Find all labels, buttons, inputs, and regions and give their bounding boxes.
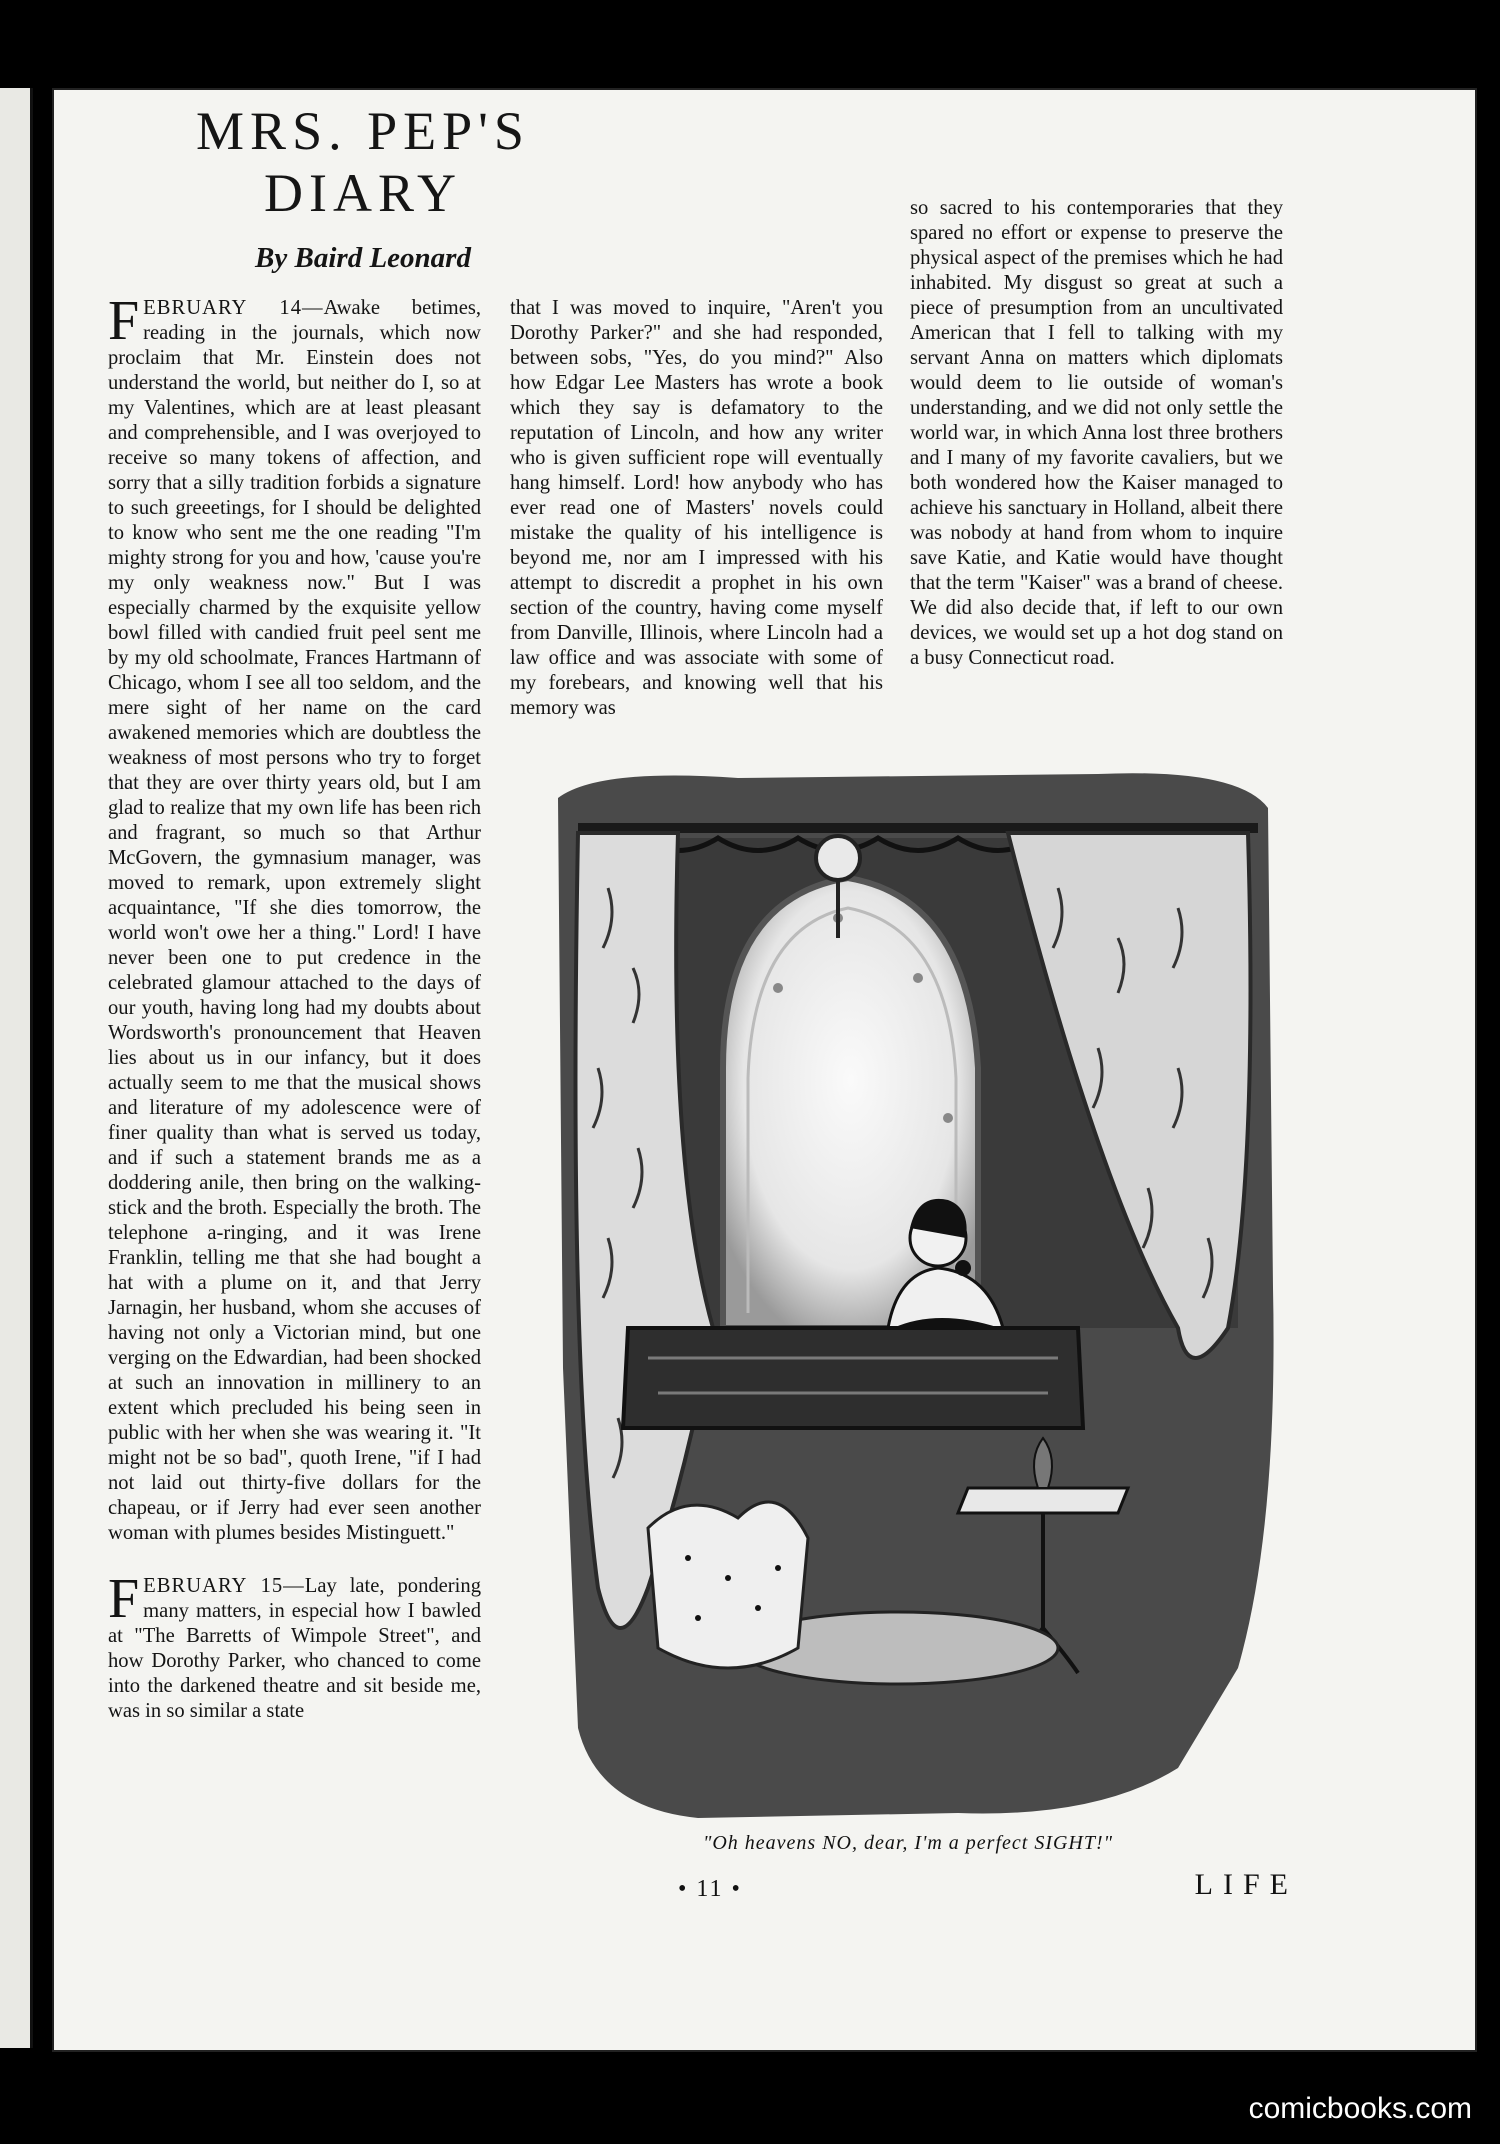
magazine-name: LIFE xyxy=(1194,1868,1298,1901)
text-column-1 xyxy=(108,290,481,1724)
entry-date: EBRUARY 15— xyxy=(143,1575,305,1597)
text-column-2 xyxy=(510,296,883,721)
drop-cap: F xyxy=(108,1568,140,1630)
text-column-3 xyxy=(910,196,1283,671)
ornament xyxy=(816,836,860,880)
adjacent-page-edge xyxy=(0,88,33,2048)
illustration xyxy=(538,768,1278,1828)
illustration-caption: "Oh heavens NO, dear, I'm a perfect SIGHT!" xyxy=(702,1832,1114,1854)
telephone xyxy=(955,1260,971,1276)
column-text: that I was moved to inquire, "Aren't you Dorothy Parker?" and she had responded, between sobs, "Yes, do you mind?" Also how Edgar Lee Masters has wrote a book which they say is defamatory to the reputation of Lincoln, and how any writer who is given sufficient rope will eventually hang himself. Lord! how anybody who has ever read one of Masters' novels could mistake the quality of his intelligence is beyond me, nor am I impressed with his attempt to discredit a prophet in his own section of the country, having come myself from Danville, Illinois, where Lincoln had a law office and was associate with some of my forebears, and knowing well that his memory was xyxy=(510,297,883,719)
entry-february-14 xyxy=(108,290,481,1546)
drop-cap: F xyxy=(108,290,140,352)
column-text: so sacred to his contemporaries that they spared no effort or expense to preserve the physical aspect of the premises which he had inhabited. My disgust so great at such a piece of presumption from an uncultivated American that I fell to talking with my servant Anna on matters which diplomats would deem to lie outside of woman's understanding, and we did not only settle the world war, in which Anna lost three brothers and I many of my favorite cavaliers, but we both wondered how the Kaiser managed to achieve his sanctuary in Holland, albeit there was nobody at hand from whom to inquire save Katie, and Katie would have thought that the term "Kaiser" was a brand of cheese. We did also decide that, if left to our own devices, we would set up a hot dog stand on a busy Connecticut road. xyxy=(910,197,1283,669)
entry-text: Lay late, pondering many matters, in especial how I bawled at "The Barretts of Wimpole Street", and how Dorothy Parker, who chanced to come into the darkened theatre and sit beside me, was in so similar a state xyxy=(108,1575,481,1722)
article-byline: By Baird Leonard xyxy=(255,242,471,274)
entry-february-15 xyxy=(108,1568,481,1724)
article-title: MRS. PEP'S DIARY xyxy=(196,101,530,223)
towel-pile xyxy=(648,1502,808,1668)
side-table xyxy=(958,1488,1128,1513)
bathtub xyxy=(623,1328,1083,1428)
entry-text: Awake betimes, reading in the journals, which now proclaim that Mr. Einstein does not understand the world, but neither do I, so at my Valentines, which are at least pleasant and comprehensible, and I was overjoyed to receive so many tokens of affection, and sorry that a silly tradition forbids a signature to such greeetings, for I should be delighted to know who sent me the one reading "I'm mighty strong for you and how, 'cause you're my only weakness now." But I was especially charmed by the exquisite yellow bowl filled with candied fruit peel sent me by my old schoolmate, Frances Hartmann of Chicago, whom I see all too seldom, and the mere sight of her name on the card awakened memories which are doubtless the weakness of most persons who try to forget that they are over thirty years old, but I am glad to realize that my own life has been rich and fragrant, so much so that Arthur McGovern, the gymnasium manager, was moved to remark, upon extremely slight acquaintance, "If she dies tomorrow, the world won't owe her a thing." Lord! I have never been one to put credence in the celebrated glamour attached to the days of our youth, having long had my doubts about Wordsworth's pronouncement that Heaven lies about us in our infancy, but it does actually seem to me that the musical shows and literature of my adolescence were of finer quality than what is served us today, and if such a statement brands me as a doddering anile, then bring on the walking-stick and the broth. Especially the broth. The telephone a-ringing, and it was Irene Franklin, telling me that she had bought a hat with a plume on it, and that Jerry Jarnagin, her husband, whom she accuses of having not only a Victorian mind, but one verging on the Edwardian, had been shocked at such an innovation in millinery to an extent which precluded his being seen in public with her when she was wearing it. "It might not be so bad", quoth Irene, "if I had not laid out thirty-five dollars for the chapeau, or if Jerry had ever seen another woman with plumes besides Mistinguett." xyxy=(108,297,481,1544)
page-number: • 11 • xyxy=(678,1876,742,1902)
watermark: comicbooks.com xyxy=(1248,2092,1472,2125)
entry-date: EBRUARY 14— xyxy=(143,297,324,319)
